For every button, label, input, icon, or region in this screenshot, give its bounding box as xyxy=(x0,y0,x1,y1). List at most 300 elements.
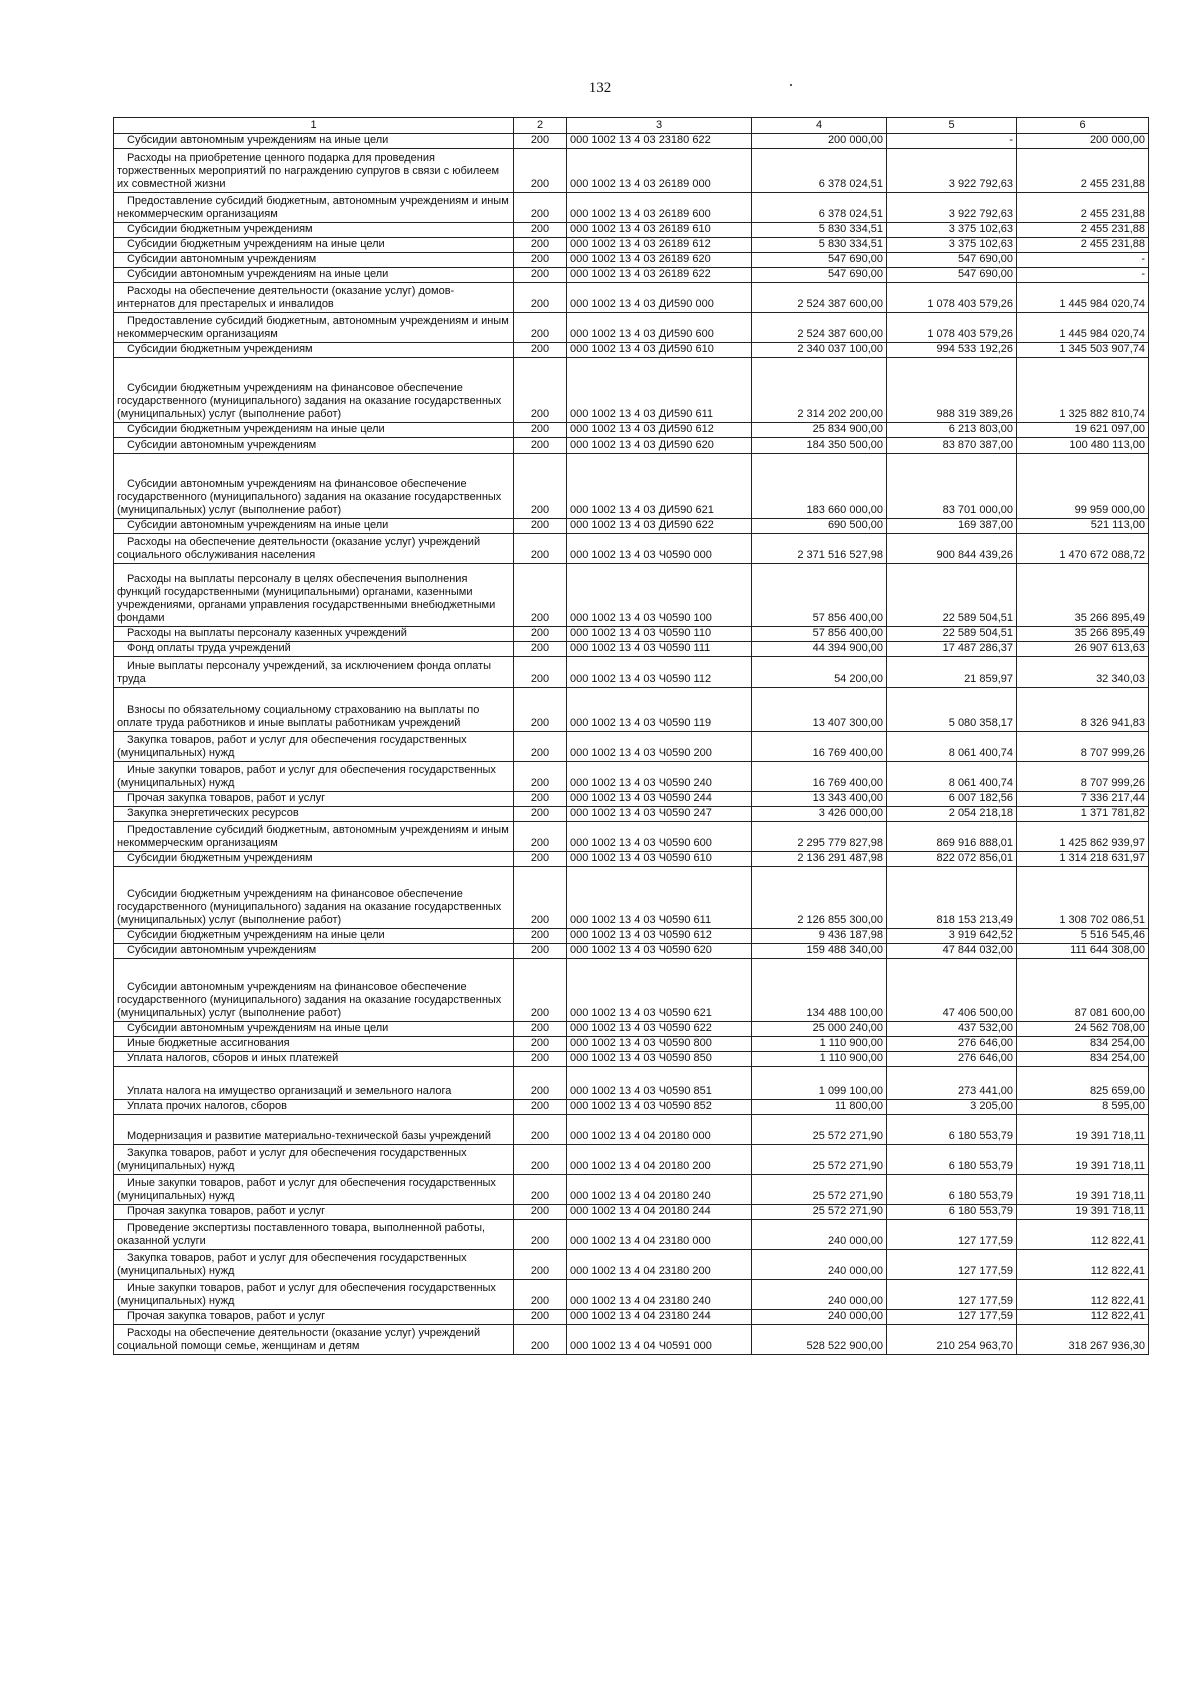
row-approved-amount: 2 524 387 600,00 xyxy=(797,328,883,340)
row-executed-amount-cell xyxy=(887,534,1017,564)
row-executed-amount: 276 646,00 xyxy=(957,1052,1013,1064)
row-approved-amount: 240 000,00 xyxy=(827,1265,883,1277)
row-approved-amount: 57 856 400,00 xyxy=(812,612,883,624)
row-budget-code: 000 1002 13 4 03 26189 600 xyxy=(570,208,711,220)
row-code-cell xyxy=(514,149,567,193)
row-unexecuted-amount: 1 325 882 810,74 xyxy=(1059,408,1145,420)
row-unexecuted-amount: 825 659,00 xyxy=(1089,1085,1145,1097)
row-executed-amount: 8 061 400,74 xyxy=(948,777,1013,789)
row-budget-code-cell xyxy=(567,313,752,343)
row-executed-amount: 83 870 387,00 xyxy=(942,439,1013,451)
row-budget-code-cell xyxy=(567,1052,752,1067)
row-executed-amount-cell xyxy=(887,1052,1017,1067)
row-name: Расходы на выплаты персоналу в целях обеспечения выполнения функций государственными (муниципальными) органами, казенными учреждениями, органами управления государственными внебюджетными фондами xyxy=(117,573,496,624)
row-name: Субсидии автономным учреждениям на финансовое обеспечение государственного (муниципального) задания на оказание государственных (муниципальных) услуг (выполнение работ) xyxy=(117,478,502,516)
row-executed-amount-cell xyxy=(887,959,1017,1022)
row-approved-amount: 2 126 855 300,00 xyxy=(797,914,883,926)
row-approved-amount: 13 343 400,00 xyxy=(812,792,883,804)
row-unexecuted-amount-cell xyxy=(1017,343,1149,358)
table-row xyxy=(114,313,1149,343)
row-unexecuted-amount-cell xyxy=(1017,283,1149,313)
row-name-cell xyxy=(114,268,514,283)
row-unexecuted-amount: 834 254,00 xyxy=(1089,1037,1145,1049)
row-name: Расходы на обеспечение деятельности (оказание услуг) домов-интернатов для престарелых и инвалидов xyxy=(117,285,455,310)
row-code: 200 xyxy=(530,1052,550,1064)
row-executed-amount: 3 922 792,63 xyxy=(948,178,1013,190)
row-approved-amount-cell xyxy=(752,822,887,852)
row-executed-amount: 6 213 803,00 xyxy=(948,423,1013,435)
row-executed-amount: 21 859,97 xyxy=(964,673,1013,685)
row-name: Субсидии бюджетным учреждениям xyxy=(127,852,313,864)
row-unexecuted-amount: 200 000,00 xyxy=(1089,134,1145,146)
row-executed-amount: 273 441,00 xyxy=(957,1085,1013,1097)
row-unexecuted-amount-cell xyxy=(1017,1250,1149,1280)
row-code: 200 xyxy=(530,914,550,926)
row-budget-code-cell xyxy=(567,423,752,438)
row-budget-code-cell xyxy=(567,149,752,193)
row-executed-amount-cell xyxy=(887,238,1017,253)
row-approved-amount-cell xyxy=(752,959,887,1022)
row-budget-code-cell xyxy=(567,134,752,149)
table-row xyxy=(114,423,1149,438)
row-name: Расходы на обеспечение деятельности (оказание услуг) учреждений социального обслуживания населения xyxy=(117,536,481,561)
row-unexecuted-amount-cell xyxy=(1017,1052,1149,1067)
row-name-cell xyxy=(114,534,514,564)
row-approved-amount-cell xyxy=(752,358,887,423)
table-row xyxy=(114,1022,1149,1037)
row-unexecuted-amount: 2 455 231,88 xyxy=(1080,238,1145,250)
row-unexecuted-amount: 8 595,00 xyxy=(1102,1100,1145,1112)
row-name-cell xyxy=(114,1250,514,1280)
row-approved-amount-cell xyxy=(752,1100,887,1115)
row-executed-amount: 169 387,00 xyxy=(957,519,1013,531)
table-row xyxy=(114,1067,1149,1100)
row-executed-amount: 6 007 182,56 xyxy=(948,792,1013,804)
row-budget-code-cell xyxy=(567,762,752,792)
row-unexecuted-amount-cell xyxy=(1017,1280,1149,1310)
row-name-cell xyxy=(114,134,514,149)
table-row xyxy=(114,343,1149,358)
table-row xyxy=(114,238,1149,253)
row-executed-amount: 47 406 500,00 xyxy=(942,1007,1013,1019)
row-executed-amount-cell xyxy=(887,1067,1017,1100)
row-executed-amount-cell xyxy=(887,253,1017,268)
row-budget-code: 000 1002 13 4 03 Ч0590 112 xyxy=(570,673,712,685)
row-executed-amount-cell xyxy=(887,149,1017,193)
scan-speck xyxy=(790,84,792,86)
row-name: Иные закупки товаров, работ и услуг для обеспечения государственных (муниципальных) нужд xyxy=(117,1282,496,1307)
row-code-cell xyxy=(514,134,567,149)
row-unexecuted-amount: 19 391 718,11 xyxy=(1075,1130,1145,1142)
row-unexecuted-amount-cell xyxy=(1017,929,1149,944)
row-executed-amount: 22 589 504,51 xyxy=(942,612,1013,624)
row-name-cell xyxy=(114,1067,514,1100)
row-executed-amount: 127 177,59 xyxy=(957,1295,1013,1307)
row-executed-amount-cell xyxy=(887,762,1017,792)
row-code: 200 xyxy=(530,439,550,451)
row-executed-amount: 3 919 642,52 xyxy=(948,929,1013,941)
row-approved-amount-cell xyxy=(752,688,887,732)
row-code: 200 xyxy=(530,944,550,956)
row-code: 200 xyxy=(530,627,550,639)
row-executed-amount-cell xyxy=(887,852,1017,867)
row-unexecuted-amount-cell xyxy=(1017,627,1149,642)
row-unexecuted-amount: 112 822,41 xyxy=(1090,1235,1145,1247)
row-executed-amount-cell xyxy=(887,867,1017,929)
row-unexecuted-amount: 1 445 984 020,74 xyxy=(1059,328,1145,340)
row-name-cell xyxy=(114,929,514,944)
row-code: 200 xyxy=(530,1310,550,1322)
row-name-cell xyxy=(114,1220,514,1250)
row-executed-amount: 1 078 403 579,26 xyxy=(927,328,1013,340)
table-row xyxy=(114,534,1149,564)
row-name-cell xyxy=(114,1310,514,1325)
row-executed-amount-cell xyxy=(887,343,1017,358)
row-budget-code: 000 1002 13 4 03 Ч0590 620 xyxy=(570,944,712,956)
row-name: Взносы по обязательному социальному страхованию на выплаты по оплате труда работников и иные выплаты работникам учреждений xyxy=(117,704,480,729)
row-executed-amount-cell xyxy=(887,134,1017,149)
row-budget-code: 000 1002 13 4 03 26189 610 xyxy=(570,223,711,235)
row-name: Предоставление субсидий бюджетным, автономным учреждениям и иным некоммерческим организациям xyxy=(117,195,509,220)
row-name-cell xyxy=(114,1022,514,1037)
row-unexecuted-amount: 26 907 613,63 xyxy=(1074,642,1145,654)
header-col-6: 6 xyxy=(1017,118,1149,134)
row-code: 200 xyxy=(530,178,550,190)
row-executed-amount: 6 180 553,79 xyxy=(948,1160,1013,1172)
row-unexecuted-amount: 318 267 936,30 xyxy=(1068,1340,1145,1352)
row-name: Прочая закупка товаров, работ и услуг xyxy=(127,1310,326,1322)
row-unexecuted-amount: 1 345 503 907,74 xyxy=(1059,343,1145,355)
row-name: Иные закупки товаров, работ и услуг для обеспечения государственных (муниципальных) нужд xyxy=(117,764,496,789)
row-name: Иные выплаты персоналу учреждений, за исключением фонда оплаты труда xyxy=(117,660,492,685)
row-budget-code: 000 1002 13 4 03 Ч0590 244 xyxy=(570,792,712,804)
row-code-cell xyxy=(514,1250,567,1280)
table-row xyxy=(114,134,1149,149)
row-unexecuted-amount: 112 822,41 xyxy=(1090,1295,1145,1307)
row-name-cell xyxy=(114,1052,514,1067)
row-code: 200 xyxy=(530,1235,550,1247)
row-unexecuted-amount: 19 391 718,11 xyxy=(1075,1190,1145,1202)
row-code: 200 xyxy=(530,852,550,864)
row-approved-amount-cell xyxy=(752,438,887,454)
row-approved-amount-cell xyxy=(752,268,887,283)
row-name: Субсидии бюджетным учреждениям на иные цели xyxy=(127,423,385,435)
row-budget-code: 000 1002 13 4 03 ДИ590 621 xyxy=(570,504,714,516)
row-approved-amount-cell xyxy=(752,807,887,822)
header-col-5: 5 xyxy=(887,118,1017,134)
row-name: Прочая закупка товаров, работ и услуг xyxy=(127,1205,326,1217)
row-budget-code-cell xyxy=(567,564,752,627)
row-executed-amount: 994 533 192,26 xyxy=(936,343,1013,355)
row-budget-code: 000 1002 13 4 03 ДИ590 622 xyxy=(570,519,714,531)
row-executed-amount-cell xyxy=(887,732,1017,762)
row-code: 200 xyxy=(530,1037,550,1049)
row-name: Субсидии бюджетным учреждениям xyxy=(127,343,313,355)
row-executed-amount-cell xyxy=(887,438,1017,454)
row-budget-code: 000 1002 13 4 04 20180 240 xyxy=(570,1190,711,1202)
row-budget-code: 000 1002 13 4 03 26189 000 xyxy=(570,178,711,190)
row-budget-code-cell xyxy=(567,268,752,283)
row-executed-amount-cell xyxy=(887,193,1017,223)
row-budget-code: 000 1002 13 4 03 Ч0590 000 xyxy=(570,549,712,561)
row-budget-code-cell xyxy=(567,534,752,564)
row-executed-amount-cell xyxy=(887,944,1017,959)
row-code: 200 xyxy=(530,1130,550,1142)
row-name: Субсидии бюджетным учреждениям на иные цели xyxy=(127,929,385,941)
row-unexecuted-amount: - xyxy=(1141,268,1145,280)
row-budget-code-cell xyxy=(567,1175,752,1205)
row-budget-code: 000 1002 13 4 03 26189 622 xyxy=(570,268,711,280)
row-executed-amount-cell xyxy=(887,688,1017,732)
row-approved-amount: 57 856 400,00 xyxy=(812,627,883,639)
row-name-cell xyxy=(114,1100,514,1115)
row-code-cell xyxy=(514,867,567,929)
row-executed-amount-cell xyxy=(887,822,1017,852)
row-approved-amount-cell xyxy=(752,1205,887,1220)
row-budget-code-cell xyxy=(567,283,752,313)
row-approved-amount-cell xyxy=(752,1310,887,1325)
row-name: Субсидии автономным учреждениям на иные цели xyxy=(127,1022,389,1034)
row-approved-amount: 3 426 000,00 xyxy=(818,807,883,819)
row-code: 200 xyxy=(530,747,550,759)
row-unexecuted-amount: 2 455 231,88 xyxy=(1080,208,1145,220)
row-budget-code-cell xyxy=(567,944,752,959)
row-budget-code-cell xyxy=(567,238,752,253)
row-approved-amount-cell xyxy=(752,852,887,867)
row-budget-code-cell xyxy=(567,1115,752,1145)
row-budget-code-cell xyxy=(567,1220,752,1250)
row-name-cell xyxy=(114,564,514,627)
row-approved-amount: 1 110 900,00 xyxy=(819,1052,883,1064)
row-budget-code-cell xyxy=(567,627,752,642)
row-approved-amount-cell xyxy=(752,223,887,238)
row-code-cell xyxy=(514,1205,567,1220)
row-budget-code-cell xyxy=(567,1325,752,1355)
table-row xyxy=(114,1037,1149,1052)
row-budget-code: 000 1002 13 4 03 Ч0590 612 xyxy=(570,929,712,941)
table-row xyxy=(114,454,1149,519)
row-code: 200 xyxy=(530,208,550,220)
table-row xyxy=(114,822,1149,852)
row-approved-amount: 2 371 516 527,98 xyxy=(797,549,883,561)
row-budget-code: 000 1002 13 4 04 23180 200 xyxy=(570,1265,711,1277)
row-executed-amount-cell xyxy=(887,929,1017,944)
row-budget-code-cell xyxy=(567,1067,752,1100)
table-row xyxy=(114,792,1149,807)
row-approved-amount: 184 350 500,00 xyxy=(806,439,883,451)
row-name: Расходы на выплаты персоналу казенных учреждений xyxy=(127,627,407,639)
row-name: Расходы на обеспечение деятельности (оказание услуг) учреждений социальной помощи семье, женщинам и детям xyxy=(117,1327,481,1352)
row-executed-amount: 900 844 439,26 xyxy=(936,549,1013,561)
row-name-cell xyxy=(114,807,514,822)
row-budget-code: 000 1002 13 4 03 Ч0590 600 xyxy=(570,837,712,849)
row-executed-amount-cell xyxy=(887,519,1017,534)
table-row xyxy=(114,688,1149,732)
row-name-cell xyxy=(114,852,514,867)
row-executed-amount: 547 690,00 xyxy=(957,253,1013,265)
row-approved-amount-cell xyxy=(752,732,887,762)
row-name-cell xyxy=(114,149,514,193)
row-unexecuted-amount: 87 081 600,00 xyxy=(1074,1007,1145,1019)
row-code-cell xyxy=(514,238,567,253)
row-unexecuted-amount: 521 113,00 xyxy=(1090,519,1145,531)
row-approved-amount-cell xyxy=(752,1175,887,1205)
row-code-cell xyxy=(514,223,567,238)
row-approved-amount-cell xyxy=(752,642,887,657)
row-unexecuted-amount-cell xyxy=(1017,732,1149,762)
row-budget-code: 000 1002 13 4 03 Ч0590 850 xyxy=(570,1052,712,1064)
header-col-2: 2 xyxy=(514,118,567,134)
row-name: Иные закупки товаров, работ и услуг для обеспечения государственных (муниципальных) нужд xyxy=(117,1177,496,1202)
row-name-cell xyxy=(114,1145,514,1175)
row-name: Субсидии бюджетным учреждениям xyxy=(127,223,313,235)
row-approved-amount-cell xyxy=(752,1325,887,1355)
row-budget-code: 000 1002 13 4 04 Ч0591 000 xyxy=(570,1340,712,1352)
row-code-cell xyxy=(514,1100,567,1115)
row-unexecuted-amount-cell xyxy=(1017,358,1149,423)
row-budget-code-cell xyxy=(567,732,752,762)
row-unexecuted-amount: 19 391 718,11 xyxy=(1075,1205,1145,1217)
row-unexecuted-amount-cell xyxy=(1017,564,1149,627)
row-budget-code: 000 1002 13 4 04 20180 200 xyxy=(570,1160,711,1172)
row-unexecuted-amount: 8 326 941,83 xyxy=(1080,717,1145,729)
row-executed-amount: 988 319 389,26 xyxy=(936,408,1013,420)
row-name: Субсидии бюджетным учреждениям на финансовое обеспечение государственного (муниципального) задания на оказание государственных (муниципальных) услуг (выполнение работ) xyxy=(117,382,502,420)
row-code-cell xyxy=(514,1325,567,1355)
row-executed-amount-cell xyxy=(887,454,1017,519)
header-row xyxy=(114,118,1149,134)
row-code: 200 xyxy=(530,1007,550,1019)
table-row xyxy=(114,627,1149,642)
row-executed-amount-cell xyxy=(887,1037,1017,1052)
row-executed-amount: 3 375 102,63 xyxy=(948,223,1013,235)
row-unexecuted-amount: - xyxy=(1141,253,1145,265)
row-unexecuted-amount-cell xyxy=(1017,792,1149,807)
row-approved-amount-cell xyxy=(752,564,887,627)
row-approved-amount-cell xyxy=(752,1052,887,1067)
row-budget-code: 000 1002 13 4 03 Ч0590 111 xyxy=(570,642,711,654)
row-name: Модернизация и развитие материально-технической базы учреждений xyxy=(127,1130,491,1142)
row-approved-amount: 6 378 024,51 xyxy=(818,208,883,220)
row-budget-code: 000 1002 13 4 03 Ч0590 622 xyxy=(570,1022,712,1034)
row-budget-code: 000 1002 13 4 03 Ч0590 247 xyxy=(570,807,712,819)
row-code-cell xyxy=(514,762,567,792)
row-unexecuted-amount-cell xyxy=(1017,822,1149,852)
row-unexecuted-amount: 1 371 781,82 xyxy=(1080,807,1145,819)
table-row xyxy=(114,1220,1149,1250)
row-unexecuted-amount: 35 266 895,49 xyxy=(1074,612,1145,624)
row-unexecuted-amount-cell xyxy=(1017,313,1149,343)
row-code-cell xyxy=(514,534,567,564)
row-executed-amount-cell xyxy=(887,807,1017,822)
row-name: Закупка товаров, работ и услуг для обеспечения государственных (муниципальных) нужд xyxy=(117,1147,467,1172)
row-code: 200 xyxy=(530,504,550,516)
row-unexecuted-amount-cell xyxy=(1017,149,1149,193)
row-budget-code-cell xyxy=(567,519,752,534)
row-name: Фонд оплаты труда учреждений xyxy=(127,642,291,654)
row-unexecuted-amount: 5 516 545,46 xyxy=(1080,929,1145,941)
row-approved-amount-cell xyxy=(752,929,887,944)
row-name-cell xyxy=(114,657,514,688)
row-approved-amount-cell xyxy=(752,534,887,564)
row-approved-amount: 240 000,00 xyxy=(827,1235,883,1247)
row-unexecuted-amount: 7 336 217,44 xyxy=(1080,792,1145,804)
row-code: 200 xyxy=(530,549,550,561)
row-name-cell xyxy=(114,944,514,959)
row-name: Закупка товаров, работ и услуг для обеспечения государственных (муниципальных) нужд xyxy=(117,1252,467,1277)
row-approved-amount: 25 572 271,90 xyxy=(812,1160,883,1172)
row-budget-code: 000 1002 13 4 04 23180 240 xyxy=(570,1295,711,1307)
table-row xyxy=(114,1205,1149,1220)
row-unexecuted-amount-cell xyxy=(1017,642,1149,657)
row-executed-amount: 210 254 963,70 xyxy=(936,1340,1013,1352)
row-approved-amount-cell xyxy=(752,519,887,534)
row-code-cell xyxy=(514,564,567,627)
row-code: 200 xyxy=(530,423,550,435)
row-code: 200 xyxy=(530,1160,550,1172)
row-executed-amount-cell xyxy=(887,1205,1017,1220)
row-unexecuted-amount-cell xyxy=(1017,268,1149,283)
row-name-cell xyxy=(114,762,514,792)
row-name-cell xyxy=(114,313,514,343)
row-name: Субсидии автономным учреждениям xyxy=(127,944,317,956)
row-name-cell xyxy=(114,1175,514,1205)
row-approved-amount-cell xyxy=(752,149,887,193)
row-budget-code: 000 1002 13 4 03 ДИ590 620 xyxy=(570,439,714,451)
row-approved-amount: 1 099 100,00 xyxy=(818,1085,883,1097)
row-executed-amount-cell xyxy=(887,1175,1017,1205)
row-name: Предоставление субсидий бюджетным, автономным учреждениям и иным некоммерческим организациям xyxy=(117,315,509,340)
row-budget-code: 000 1002 13 4 03 Ч0590 119 xyxy=(570,717,712,729)
row-executed-amount-cell xyxy=(887,564,1017,627)
row-name-cell xyxy=(114,867,514,929)
row-approved-amount: 690 500,00 xyxy=(827,519,883,531)
row-code: 200 xyxy=(530,1085,550,1097)
row-name-cell xyxy=(114,959,514,1022)
row-executed-amount: 6 180 553,79 xyxy=(948,1130,1013,1142)
row-unexecuted-amount-cell xyxy=(1017,657,1149,688)
row-code-cell xyxy=(514,313,567,343)
table-row xyxy=(114,253,1149,268)
row-unexecuted-amount: 112 822,41 xyxy=(1090,1265,1145,1277)
row-code-cell xyxy=(514,1037,567,1052)
row-name-cell xyxy=(114,423,514,438)
row-budget-code: 000 1002 13 4 03 26189 612 xyxy=(570,238,711,250)
row-approved-amount-cell xyxy=(752,944,887,959)
row-name-cell xyxy=(114,822,514,852)
row-code: 200 xyxy=(530,717,550,729)
row-executed-amount: 127 177,59 xyxy=(957,1265,1013,1277)
row-name: Субсидии автономным учреждениям xyxy=(127,253,317,265)
row-approved-amount: 54 200,00 xyxy=(834,673,883,685)
row-executed-amount: 5 080 358,17 xyxy=(948,717,1013,729)
table-row xyxy=(114,657,1149,688)
row-budget-code: 000 1002 13 4 03 Ч0590 110 xyxy=(570,627,712,639)
table-row xyxy=(114,762,1149,792)
row-name: Проведение экспертизы поставленного товара, выполненной работы, оказанной услуги xyxy=(117,1222,486,1247)
row-budget-code: 000 1002 13 4 03 ДИ590 600 xyxy=(570,328,714,340)
row-budget-code: 000 1002 13 4 04 23180 000 xyxy=(570,1235,711,1247)
row-approved-amount: 547 690,00 xyxy=(827,268,883,280)
row-name-cell xyxy=(114,283,514,313)
row-code-cell xyxy=(514,423,567,438)
row-budget-code: 000 1002 13 4 04 20180 000 xyxy=(570,1130,711,1142)
row-name: Закупка товаров, работ и услуг для обеспечения государственных (муниципальных) нужд xyxy=(117,734,467,759)
row-executed-amount-cell xyxy=(887,1115,1017,1145)
row-unexecuted-amount-cell xyxy=(1017,1022,1149,1037)
row-code-cell xyxy=(514,358,567,423)
row-budget-code-cell xyxy=(567,1037,752,1052)
